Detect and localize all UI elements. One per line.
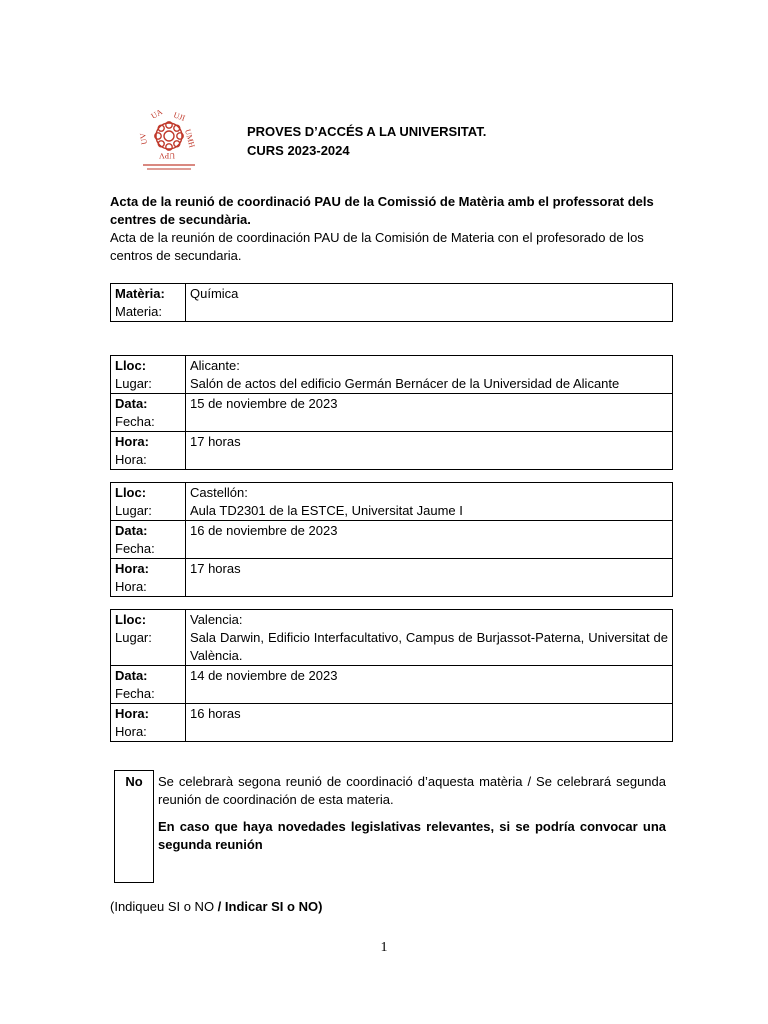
place-city: Valencia: — [190, 612, 243, 627]
svg-text:UJI: UJI — [172, 110, 187, 123]
date-label: Data: Fecha: — [111, 521, 186, 559]
second-meeting-text — [154, 771, 671, 883]
place-city: Alicante: — [190, 358, 240, 373]
date-row — [111, 521, 673, 559]
meeting-table-alicante — [110, 355, 673, 470]
heading-line-1: PROVES D’ACCÉS A LA UNIVERSITAT. — [247, 124, 487, 139]
place-value — [186, 483, 673, 521]
intro-title-catalan: Acta de la reunió de coordinació PAU de la Comissió de Matèria amb el professorat dels centres de secundària. — [110, 194, 654, 227]
time-label: Hora: Hora: — [111, 704, 186, 742]
indicate-spanish: / Indicar SI o NO) — [217, 899, 323, 914]
meeting-table-castellon — [110, 482, 673, 597]
place-label: Lloc: Lugar: — [111, 610, 186, 666]
university-seal-icon — [133, 108, 205, 174]
place-value — [186, 356, 673, 394]
university-logo — [133, 108, 205, 174]
date-label: Data: Fecha: — [111, 666, 186, 704]
indicate-instruction — [110, 899, 322, 914]
document-heading — [247, 122, 486, 160]
intro — [110, 193, 672, 265]
time-row — [111, 432, 673, 470]
time-value: 16 horas — [186, 704, 673, 742]
second-meeting-answer[interactable]: No — [115, 771, 154, 883]
meeting-table-valencia — [110, 609, 673, 742]
time-label: Hora: Hora: — [111, 559, 186, 597]
page-number: 1 — [380, 940, 388, 955]
date-value: 14 de noviembre de 2023 — [186, 666, 673, 704]
place-label: Lloc: Lugar: — [111, 483, 186, 521]
date-row — [111, 394, 673, 432]
subject-label: Matèria: Materia: — [111, 284, 186, 322]
time-value: 17 horas — [186, 559, 673, 597]
second-meeting-note: En caso que haya novedades legislativas relevantes, si se podría convocar una segunda reunión — [158, 818, 666, 852]
second-meeting-question: Se celebrarà segona reunió de coordinació d’aquesta matèria / Se celebrará segunda reunión de coordinación de esta materia. — [158, 773, 666, 807]
svg-text:UPV: UPV — [158, 151, 175, 160]
time-row — [111, 704, 673, 742]
subject-value: Química — [186, 284, 673, 322]
svg-text:UA: UA — [149, 108, 165, 121]
date-value: 16 de noviembre de 2023 — [186, 521, 673, 559]
second-meeting-notice — [114, 770, 670, 883]
date-value: 15 de noviembre de 2023 — [186, 394, 673, 432]
place-value — [186, 610, 673, 666]
indicate-catalan: (Indiqueu SI o NO — [110, 899, 218, 914]
time-label: Hora: Hora: — [111, 432, 186, 470]
place-row — [111, 610, 673, 666]
place-city: Castellón: — [190, 485, 248, 500]
subject-row — [111, 284, 673, 322]
intro-title-spanish: Acta de la reunión de coordinación PAU de la Comisión de Materia con el profesorado de los centros de secundaria. — [110, 230, 644, 263]
subject-table — [110, 283, 673, 322]
place-label: Lloc: Lugar: — [111, 356, 186, 394]
place-detail: Sala Darwin, Edificio Interfacultativo, Campus de Burjassot-Paterna, Universitat de València. — [190, 630, 668, 663]
time-row — [111, 559, 673, 597]
date-row — [111, 666, 673, 704]
svg-text:UV: UV — [138, 132, 149, 146]
svg-text:UMH: UMH — [183, 128, 197, 149]
heading-line-2: CURS 2023-2024 — [247, 143, 350, 158]
place-detail: Aula TD2301 de la ESTCE, Universitat Jaume I — [190, 503, 463, 518]
date-label: Data: Fecha: — [111, 394, 186, 432]
place-row — [111, 356, 673, 394]
time-value: 17 horas — [186, 432, 673, 470]
second-meeting-row — [115, 771, 671, 883]
place-detail: Salón de actos del edificio Germán Bernácer de la Universidad de Alicante — [190, 376, 620, 391]
place-row — [111, 483, 673, 521]
